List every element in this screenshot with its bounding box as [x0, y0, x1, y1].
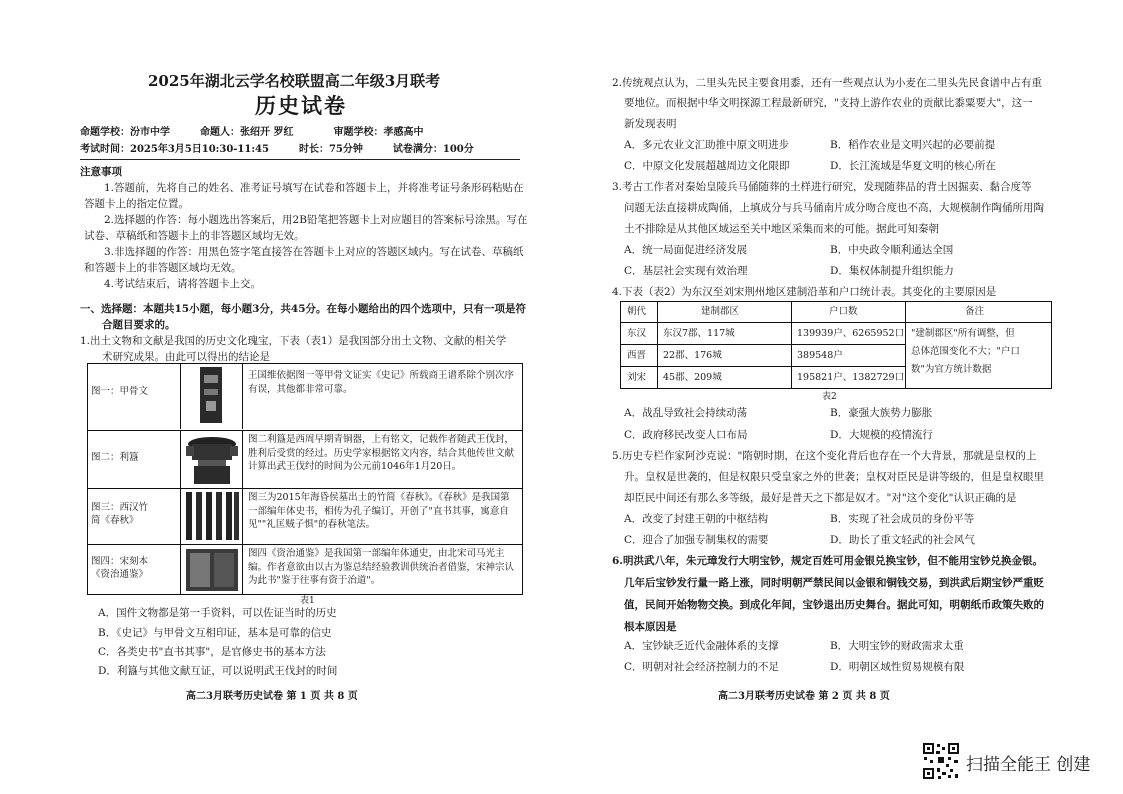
- table-1: [87, 363, 523, 595]
- table-row: [88, 544, 522, 595]
- question-1-stem: 术研究成果。由此可以得出的结论是: [102, 351, 270, 363]
- table-2-caption: 表2: [822, 392, 837, 402]
- question-5-stem: 却臣民中间还有那么多等级，最好是普天之下都是奴才。"对"这个变化"认识正确的是: [624, 492, 1017, 504]
- section-heading: 一、选择题：本题共15小题，每小题3分，共45分。在每小题给出的四个选项中，只有一项是符: [80, 303, 527, 315]
- option-a: A．宝钞缺乏近代金融体系的支撑: [624, 640, 779, 652]
- option-c: C．中原文化发展超越周边文化限即: [624, 160, 790, 172]
- bamboo-slips-image: [184, 492, 240, 542]
- table-cell: 139939户、6265952口: [797, 328, 905, 339]
- table-cell: 45郡、209城: [663, 372, 722, 383]
- table-cell: 东汉: [627, 328, 647, 339]
- table-cell: 刘宋: [627, 372, 647, 383]
- option-d: D．大规模的疫情流行: [830, 429, 933, 441]
- notice-line: 答题卡上的指定位置。: [84, 198, 189, 210]
- notice-line: 3.非选择题的作答：用黑色签字笔直接答在答题卡上对应的答题区域内。写在试卷、草稿纸: [104, 246, 524, 258]
- table-cell: 东汉7郡、117城: [663, 328, 735, 339]
- table-cell: 389548户: [797, 350, 843, 361]
- oracle-bone-image: [194, 367, 228, 423]
- question-3-stem: 土不排除是从其他区域运至关中地区采集而来的可能。据此可知秦朝: [624, 223, 939, 235]
- subject-title: 历史试卷: [255, 93, 347, 118]
- exam-title: 2025年湖北云学名校联盟高二年级3月联考: [148, 72, 441, 90]
- table-header: 户口数: [829, 306, 858, 317]
- info-line-2: 考试时间：2025年3月5日10:30-11:45 时长：75分钟 试卷满分：100分: [80, 144, 474, 155]
- question-2-stem: 2.传统观点认为，二里头先民主要食用黍，还有一些观点认为小麦在二里头先民食谱中占有重: [612, 77, 1043, 89]
- question-6-stem: 6.明洪武八年，朱元璋发行大明宝钞，规定百姓可用金银兑换宝钞，但不能用宝钞兑换金银。: [612, 555, 1043, 567]
- li-gui-bronze-image: [184, 434, 240, 486]
- option-c: C．迎合了加强专制集权的需要: [624, 534, 769, 546]
- table-cell-text: 王国维依据图一等甲骨文证实《史记》所载商王谱系除个别次序有误，其他都非常可靠。: [248, 370, 515, 395]
- notice-line: 1.答题前，先将自己的姓名、准考证号填写在试卷和答题卡上，并将准考证号条形码粘贴在: [104, 182, 524, 194]
- info-line-1: 命题学校：汾市中学 命题人：张绍开 罗红 审题学校：孝感高中: [80, 127, 424, 138]
- table-header: 朝代: [627, 306, 647, 317]
- notice-line: 2.选择题的作答：每小题选出答案后，用2B铅笔把答题卡上对应题目的答案标号涂黑。写在: [104, 214, 528, 226]
- option-b: B．中央政令顺利通达全国: [830, 244, 954, 256]
- table-note: "建制郡区"所有调整，但: [911, 328, 1015, 339]
- question-5-stem: 5.历史专栏作家阿沙克说："隋朝时期，在这个变化背后也存在一个大背景，那就是皇权的上: [612, 450, 1037, 462]
- question-3-stem: 问题无法直接耕成陶俑，上填成分与兵马俑南片成分吻合度也不高，大规模制作陶俑所用陶: [624, 202, 1044, 214]
- table-cell-text: 图二利簋是西周早期青铜器，上有铭文，记载作者随武王伐封，胜利后受赏的经过。历史学家根据铭文内容，结合其他传世文献计算出武王伐纣的时间为公元前1046年1月20日。: [248, 434, 515, 472]
- option-b: B．实现了社会成员的身份平等: [830, 513, 975, 525]
- table-cell-label: 图一：甲骨文: [91, 386, 149, 397]
- table-cell: 22郡、176城: [663, 350, 722, 361]
- table-note: 总体范围变化不大；"户口: [911, 346, 1020, 357]
- option-d: D．利簋与其他文献互证，可以说明武王伐封的时间: [98, 665, 338, 677]
- option-b: B．大明宝钞的财政需求太重: [830, 640, 964, 652]
- option-d: D．长江流域是华夏文明的核心所在: [830, 160, 996, 172]
- table-cell-label: 图二：利簋: [91, 452, 139, 463]
- option-a: A．战乱导致社会持续动荡: [624, 407, 748, 419]
- notice-line: 试卷、草稿纸和答题卡上的非答题区域均无效。: [84, 230, 305, 242]
- page-footer: 高二3月联考历史试卷 第 1 页 共 8 页: [186, 691, 358, 702]
- notice-title: 注意事项: [80, 166, 122, 178]
- qr-code-icon: [922, 742, 960, 780]
- question-5-stem: 升。皇权是世袭的，但是权限只受皇家之外的世袭；皇权对臣民是讲等级的，但是皇权眼里: [624, 471, 1044, 483]
- table-cell-label: 图三：西汉竹简《春秋》: [91, 502, 149, 526]
- option-c: C．各类史书"直书其事"，是官修史书的基本方法: [98, 646, 326, 658]
- question-6-stem: 几年后宝钞发行量一路上涨，同时明朝严禁民间以金银和铜钱交易，到洪武后期宝钞严重贬: [624, 577, 1044, 589]
- table-row: [88, 363, 522, 429]
- table-2: [620, 301, 1052, 389]
- table-cell-text: 图四《资治通鉴》是我国第一部编年体通史，由北宋司马光主编。作者意欲由以古为鉴总结经验教训供统治者借鉴，宋神宗认为此书"鉴于往事有资于治道"。: [248, 548, 515, 586]
- question-4-stem: 4.下表（表2）为东汉至刘宋荆州地区建制沿革和户口统计表。其变化的主要原因是: [612, 286, 997, 298]
- option-c: C．政府移民改变人口布局: [624, 429, 748, 441]
- divider: [80, 159, 520, 160]
- page-footer: 高二3月联考历史试卷 第 2 页 共 8 页: [718, 691, 890, 702]
- table-1-caption: 表1: [300, 596, 315, 606]
- option-a: A．国件文物都是第一手资料，可以佐证当时的历史: [98, 607, 337, 619]
- section-heading: 合题目要求的。: [102, 319, 176, 331]
- table-header: 建制郡区: [701, 306, 740, 317]
- option-d: D．集权体制提升组织能力: [830, 265, 954, 277]
- question-3-stem: 3.考古工作者对秦始皇陵兵马俑随葬的土样进行研究，发现随葬品的背土因掘卖、黏合度等: [612, 181, 1032, 193]
- option-b: B．豪强大族势力膨胀: [830, 407, 933, 419]
- table-cell-label: 图四：宋刻本《资治通鉴》: [91, 556, 149, 580]
- question-2-stem: 要地位。而根据中华文明探源工程最新研究，"支持上游作农业的贡献比黍粟要大"，这一: [624, 97, 1033, 109]
- table-cell: 195821户、1382729口: [797, 372, 905, 383]
- option-c: C．明朝对社会经济控制力的不足: [624, 661, 780, 673]
- question-1-stem: 1.出土文物和文献是我国的历史文化瑰宝，下表（表1）是我国部分出土文物、文献的相关学: [80, 335, 507, 347]
- option-a: A．统一局面促进经济发展: [624, 244, 748, 256]
- table-cell: 西晋: [627, 350, 647, 361]
- table-row: [88, 488, 522, 545]
- option-a: A．改变了封建王朝的中枢结构: [624, 513, 769, 525]
- table-note: 数"为官方统计数据: [911, 364, 992, 375]
- table-header: 备注: [965, 306, 985, 317]
- song-book-image: [186, 549, 238, 591]
- question-2-stem: 新发现表明: [624, 118, 677, 130]
- option-d: D．明朝区域性贸易规模有限: [830, 661, 965, 673]
- table-row: [88, 430, 522, 489]
- question-6-stem: 值，民间开始物物交换。到成化年间，宝钞退出历史舞台。据此可知，明朝纸币政策失败的: [624, 599, 1044, 611]
- notice-line: 和答题卡上的非答题区域均无效。: [84, 262, 242, 274]
- notice-line: 4.考试结束后，请将答题卡上交。: [104, 278, 262, 290]
- option-a: A．多元农业文汇助推中原文明进步: [624, 139, 790, 151]
- scanner-watermark: 扫描全能王 创建: [966, 755, 1091, 775]
- option-c: C．基层社会实现有效治理: [624, 265, 748, 277]
- question-6-stem: 根本原因是: [624, 621, 677, 633]
- option-d: D．助长了重文轻武的社会风气: [830, 534, 975, 546]
- option-b: B．稻作农业是文明兴起的必要前提: [830, 139, 996, 151]
- option-b: B．《史记》与甲骨文互相印证，基本是可靠的信史: [98, 627, 332, 639]
- table-cell-text: 图三为2015年海昏侯墓出土的竹简《春秋》。《春秋》是我国第一部编年体史书，相传为孔子编订，开创了"直书其事，寓意自见""礼匡贼子惧"的春秋笔法。: [248, 492, 510, 530]
